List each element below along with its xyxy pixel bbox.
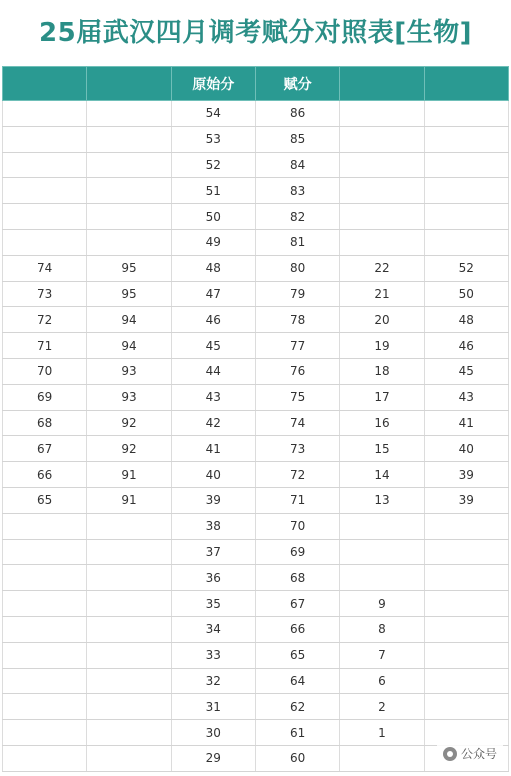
table-cell [87, 616, 171, 642]
table-cell: 73 [255, 436, 339, 462]
table-cell [424, 513, 508, 539]
table-cell: 61 [255, 720, 339, 746]
table-cell [3, 204, 87, 230]
table-cell [3, 565, 87, 591]
table-cell [87, 668, 171, 694]
table-cell [3, 152, 87, 178]
table-cell: 13 [340, 487, 424, 513]
table-cell [87, 565, 171, 591]
table-cell: 80 [255, 255, 339, 281]
table-cell: 67 [3, 436, 87, 462]
table-cell: 74 [255, 410, 339, 436]
table-cell: 35 [171, 591, 255, 617]
table-cell [3, 539, 87, 565]
table-cell: 69 [255, 539, 339, 565]
table-cell: 73 [3, 281, 87, 307]
table-row [3, 281, 509, 307]
table-cell [340, 101, 424, 127]
table-cell [424, 565, 508, 591]
table-row [3, 462, 509, 488]
table-cell: 75 [255, 384, 339, 410]
table-cell: 17 [340, 384, 424, 410]
table-cell: 71 [3, 333, 87, 359]
watermark-text: 公众号 [460, 747, 497, 761]
table-row [3, 126, 509, 152]
table-cell: 2 [340, 694, 424, 720]
table-row [3, 384, 509, 410]
table-cell [424, 591, 508, 617]
table-cell [3, 126, 87, 152]
table-cell [424, 204, 508, 230]
table-cell: 94 [87, 307, 171, 333]
table-cell: 60 [255, 745, 339, 771]
table-cell: 81 [255, 229, 339, 255]
table-cell [87, 152, 171, 178]
table-cell [424, 694, 508, 720]
table-row [3, 642, 509, 668]
table-cell: 47 [171, 281, 255, 307]
table-cell: 29 [171, 745, 255, 771]
table-cell: 72 [3, 307, 87, 333]
table-cell: 15 [340, 436, 424, 462]
table-row [3, 745, 509, 771]
table-cell: 36 [171, 565, 255, 591]
table-cell: 91 [87, 487, 171, 513]
header-col-6 [424, 67, 508, 101]
table-cell [87, 229, 171, 255]
table-cell [340, 204, 424, 230]
table-cell [3, 513, 87, 539]
table-cell: 40 [171, 462, 255, 488]
table-cell [424, 126, 508, 152]
table-cell [3, 720, 87, 746]
table-cell: 66 [255, 616, 339, 642]
table-cell: 71 [255, 487, 339, 513]
table-row [3, 720, 509, 746]
table-cell [424, 152, 508, 178]
header-assigned-score: 赋分 [255, 67, 339, 101]
table-cell: 66 [3, 462, 87, 488]
table-cell: 79 [255, 281, 339, 307]
table-cell: 69 [3, 384, 87, 410]
table-cell [424, 178, 508, 204]
table-row [3, 410, 509, 436]
table-cell: 93 [87, 358, 171, 384]
table-cell [3, 101, 87, 127]
table-cell: 50 [171, 204, 255, 230]
table-row [3, 152, 509, 178]
table-cell: 48 [171, 255, 255, 281]
table-cell: 45 [424, 358, 508, 384]
table-cell: 1 [340, 720, 424, 746]
table-row [3, 333, 509, 359]
table-cell: 41 [171, 436, 255, 462]
table-cell: 6 [340, 668, 424, 694]
table-cell: 43 [424, 384, 508, 410]
table-cell: 74 [3, 255, 87, 281]
header-col-1 [3, 67, 87, 101]
table-cell [340, 152, 424, 178]
table-cell: 43 [171, 384, 255, 410]
table-cell: 39 [424, 487, 508, 513]
table-row [3, 436, 509, 462]
table-cell: 48 [424, 307, 508, 333]
table-cell: 21 [340, 281, 424, 307]
table-cell [424, 616, 508, 642]
score-conversion-table [2, 66, 509, 772]
table-cell [340, 126, 424, 152]
table-cell [87, 204, 171, 230]
table-cell: 46 [171, 307, 255, 333]
table-cell [340, 565, 424, 591]
table-row [3, 616, 509, 642]
table-cell: 7 [340, 642, 424, 668]
table-row [3, 565, 509, 591]
table-cell: 39 [171, 487, 255, 513]
table-cell: 45 [171, 333, 255, 359]
table-cell: 9 [340, 591, 424, 617]
table-cell: 65 [3, 487, 87, 513]
table-row [3, 255, 509, 281]
table-cell: 68 [3, 410, 87, 436]
table-cell: 70 [3, 358, 87, 384]
table-row [3, 101, 509, 127]
table-cell: 53 [171, 126, 255, 152]
table-cell [87, 591, 171, 617]
table-cell: 50 [424, 281, 508, 307]
table-cell [340, 539, 424, 565]
table-cell: 64 [255, 668, 339, 694]
table-cell: 82 [255, 204, 339, 230]
table-cell [424, 642, 508, 668]
table-cell: 32 [171, 668, 255, 694]
watermark [437, 743, 503, 764]
table-cell [3, 745, 87, 771]
table-cell [424, 720, 508, 746]
table-cell: 16 [340, 410, 424, 436]
table-cell [3, 591, 87, 617]
table-cell: 38 [171, 513, 255, 539]
table-cell: 72 [255, 462, 339, 488]
table-cell: 31 [171, 694, 255, 720]
table-row [3, 358, 509, 384]
table-cell: 92 [87, 436, 171, 462]
table-row [3, 668, 509, 694]
table-cell [87, 720, 171, 746]
table-cell [3, 642, 87, 668]
table-cell: 40 [424, 436, 508, 462]
table-row [3, 307, 509, 333]
table-cell: 95 [87, 281, 171, 307]
table-cell: 83 [255, 178, 339, 204]
table-cell: 39 [424, 462, 508, 488]
table-cell: 18 [340, 358, 424, 384]
table-cell: 37 [171, 539, 255, 565]
table-cell [87, 126, 171, 152]
table-cell: 42 [171, 410, 255, 436]
table-cell: 46 [424, 333, 508, 359]
table-cell: 19 [340, 333, 424, 359]
table-cell [340, 513, 424, 539]
table-row [3, 487, 509, 513]
table-cell [424, 101, 508, 127]
table-cell: 92 [87, 410, 171, 436]
table-cell [424, 668, 508, 694]
table-cell [87, 101, 171, 127]
header-raw-score: 原始分 [171, 67, 255, 101]
table-cell: 8 [340, 616, 424, 642]
table-cell: 65 [255, 642, 339, 668]
table-cell: 22 [340, 255, 424, 281]
header-col-2 [87, 67, 171, 101]
table-cell [3, 694, 87, 720]
table-cell [87, 539, 171, 565]
table-cell: 52 [424, 255, 508, 281]
wechat-icon [443, 747, 457, 761]
table-cell [340, 178, 424, 204]
table-row [3, 591, 509, 617]
table-cell: 86 [255, 101, 339, 127]
table-cell [87, 694, 171, 720]
table-cell: 20 [340, 307, 424, 333]
header-col-5 [340, 67, 424, 101]
table-cell: 44 [171, 358, 255, 384]
table-cell: 34 [171, 616, 255, 642]
table-cell [340, 745, 424, 771]
table-cell [87, 178, 171, 204]
table-row [3, 539, 509, 565]
table-cell: 85 [255, 126, 339, 152]
table-cell: 62 [255, 694, 339, 720]
table-cell: 67 [255, 591, 339, 617]
table-cell: 91 [87, 462, 171, 488]
table-row [3, 229, 509, 255]
table-cell: 41 [424, 410, 508, 436]
table-cell [3, 616, 87, 642]
table-cell [87, 745, 171, 771]
table-cell: 95 [87, 255, 171, 281]
table-cell [3, 668, 87, 694]
table-cell: 93 [87, 384, 171, 410]
table-cell: 14 [340, 462, 424, 488]
table-row [3, 204, 509, 230]
table-cell: 33 [171, 642, 255, 668]
table-cell [3, 229, 87, 255]
table-cell: 30 [171, 720, 255, 746]
table-row [3, 178, 509, 204]
table-cell: 68 [255, 565, 339, 591]
table-cell [424, 229, 508, 255]
table-cell: 76 [255, 358, 339, 384]
table-cell [87, 642, 171, 668]
table-row [3, 513, 509, 539]
table-header-row [3, 67, 509, 101]
table-cell: 49 [171, 229, 255, 255]
table-cell: 94 [87, 333, 171, 359]
table-cell: 84 [255, 152, 339, 178]
table-cell [424, 539, 508, 565]
page-title: 25届武汉四月调考赋分对照表[生物] [39, 18, 472, 48]
table-row [3, 694, 509, 720]
table-cell: 54 [171, 101, 255, 127]
table-cell: 70 [255, 513, 339, 539]
table-cell [340, 229, 424, 255]
table-cell: 78 [255, 307, 339, 333]
table-cell [3, 178, 87, 204]
table-cell: 77 [255, 333, 339, 359]
table-cell [87, 513, 171, 539]
table-cell: 52 [171, 152, 255, 178]
table-cell: 51 [171, 178, 255, 204]
